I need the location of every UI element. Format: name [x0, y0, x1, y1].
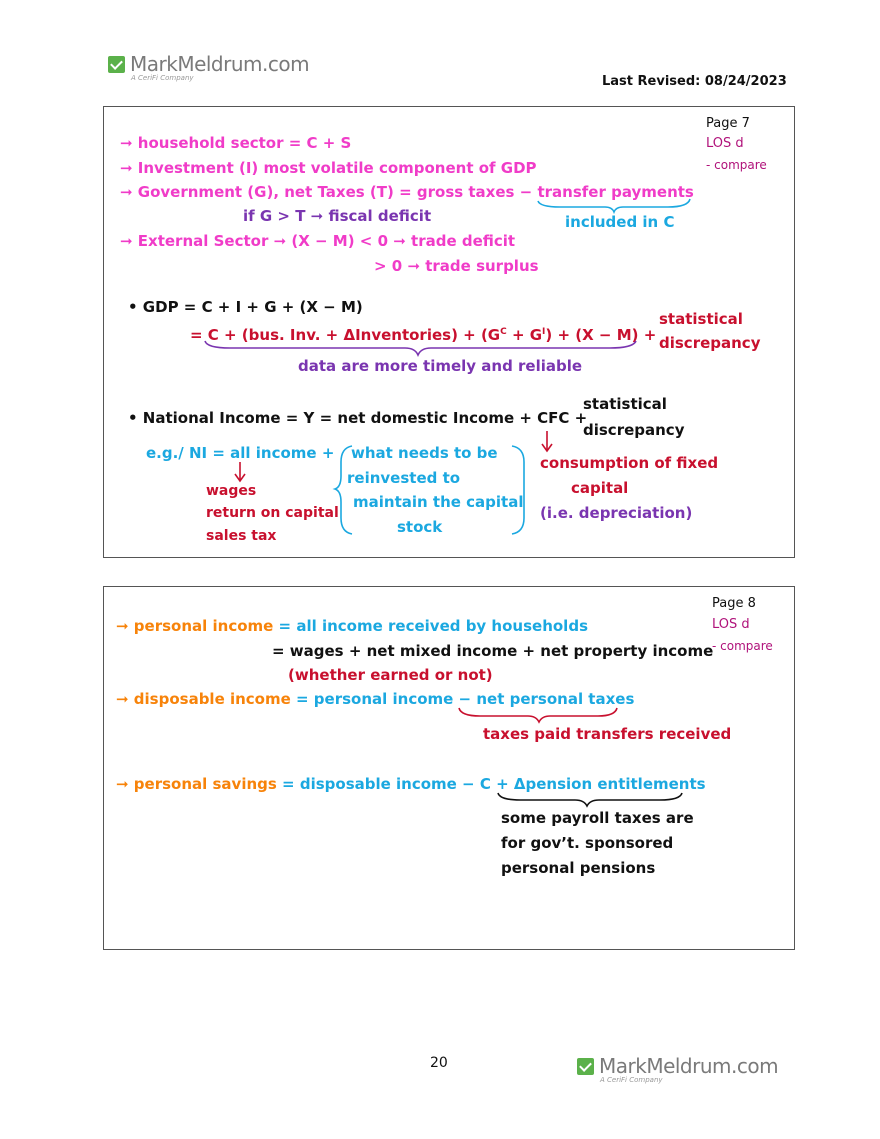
reinvest-line-2: reinvested to: [347, 469, 461, 487]
check-logo-icon: [108, 56, 125, 73]
depreciation-note: (i.e. depreciation): [540, 504, 693, 522]
included-in-c-note: included in C: [565, 213, 675, 231]
logo-subtitle: A CeriFi Company: [131, 74, 194, 82]
check-logo-icon-footer: [577, 1058, 594, 1075]
return-on-capital-item: return on capital: [206, 505, 339, 521]
statistical-label: statistical: [659, 310, 743, 328]
whether-earned-note: (whether earned or not): [288, 666, 493, 684]
government-line: ➞ Government (G), net Taxes (T) = gross taxes − transfer payments: [120, 183, 694, 201]
national-income-equation: • National Income = Y = net domestic Income + CFC +: [128, 409, 588, 427]
payroll-note-1: some payroll taxes are: [501, 809, 694, 827]
los-ref-2: LOS d: [712, 617, 750, 632]
gdp-equation: • GDP = C + I + G + (X − M): [128, 298, 363, 316]
payroll-note-2: for gov’t. sponsored: [501, 834, 674, 852]
ni-discrepancy-label: discrepancy: [583, 421, 685, 439]
external-sector-line: ➞ External Sector ➞ (X − M) < 0 ➞ trade deficit: [120, 232, 516, 250]
reinvest-line-1: what needs to be: [351, 444, 498, 462]
personal-income-line: ➞ personal income = all income received by households: [116, 617, 588, 635]
trade-surplus-line: > 0 ➞ trade surplus: [374, 257, 539, 275]
los-action: - compare: [706, 158, 767, 172]
page-ref-2: Page 8: [712, 596, 756, 611]
ni-example: e.g./ NI = all income +: [146, 444, 335, 462]
cfc-line-1: consumption of fixed: [540, 454, 719, 472]
discrepancy-label: discrepancy: [659, 334, 761, 352]
gdp-expanded-equation: = C + (bus. Inv. + ΔInventories) + $(G^C + G^I) + (X - M)$ +: [190, 326, 657, 344]
personal-savings-line: ➞ personal savings = disposable income − C + Δpension entitlements: [116, 775, 706, 793]
fiscal-deficit-line: if G > T ➞ fiscal deficit: [243, 207, 432, 225]
sales-tax-item: sales tax: [206, 528, 277, 544]
los-ref: LOS d: [706, 136, 744, 151]
reinvest-line-3: maintain the capital: [353, 493, 524, 511]
page-ref: Page 7: [706, 116, 750, 131]
disposable-income-line: ➞ disposable income = personal income − net personal taxes: [116, 690, 635, 708]
logo-text: MarkMeldrum.com: [130, 52, 310, 76]
los-action-2: - compare: [712, 639, 773, 653]
cfc-line-2: capital: [571, 479, 629, 497]
page-number: 20: [430, 1055, 448, 1071]
investment-line: ➞ Investment (I) most volatile component of GDP: [120, 159, 537, 177]
net-taxes-note: taxes paid transfers received: [483, 725, 732, 743]
household-sector-line: ➞ household sector = C + S: [120, 134, 352, 152]
footer-logo-subtitle: A CeriFi Company: [600, 1076, 663, 1084]
payroll-note-3: personal pensions: [501, 859, 656, 877]
gdp-note: data are more timely and reliable: [298, 357, 583, 375]
personal-income-equation: = wages + net mixed income + net property income: [272, 642, 714, 660]
notes-box-page-8: [103, 586, 795, 950]
wages-item: wages: [206, 483, 257, 499]
last-revised: Last Revised: 08/24/2023: [602, 74, 787, 89]
footer-logo-text: MarkMeldrum.com: [599, 1054, 779, 1078]
ni-statistical-label: statistical: [583, 395, 667, 413]
reinvest-line-4: stock: [397, 518, 443, 536]
